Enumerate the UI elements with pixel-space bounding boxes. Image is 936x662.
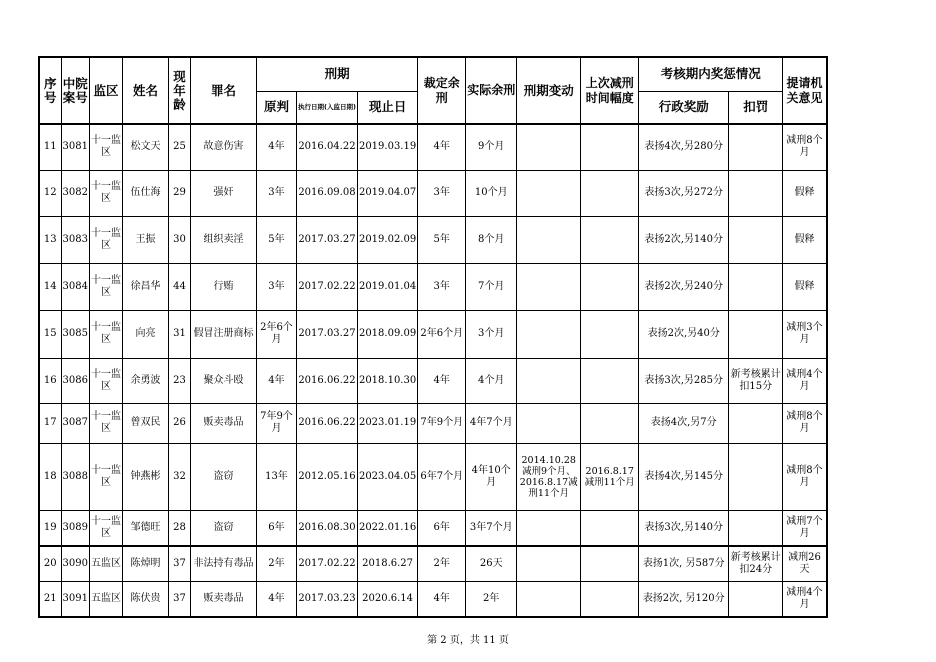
row-seq: 14 bbox=[39, 263, 61, 310]
row-original: 2年 bbox=[256, 546, 296, 581]
row-sentence-change bbox=[517, 310, 581, 358]
header-seq: 序号 bbox=[39, 57, 61, 124]
row-exec-date: 2017.03.27 bbox=[296, 310, 357, 358]
row-crime: 非法持有毒品 bbox=[190, 546, 256, 581]
row-area: 十一监区 bbox=[89, 216, 122, 263]
row-original: 7年9个月 bbox=[256, 403, 296, 443]
row-ruled-remain: 4年 bbox=[418, 124, 466, 170]
row-case-no: 3085 bbox=[61, 310, 89, 358]
row-case-no: 3086 bbox=[61, 358, 89, 403]
row-deduction bbox=[729, 581, 783, 617]
row-exec-date: 2016.09.08 bbox=[296, 170, 357, 216]
page-footer: 第 2 页，共 11 页 bbox=[427, 635, 509, 646]
header-deduction: 扣罚 bbox=[729, 91, 783, 124]
row-name: 伍仕海 bbox=[122, 170, 168, 216]
row-crime: 故意伤害 bbox=[190, 124, 256, 170]
table-row bbox=[39, 263, 827, 310]
header-area: 监区 bbox=[89, 57, 122, 124]
row-deduction bbox=[729, 443, 783, 510]
row-seq: 18 bbox=[39, 443, 61, 510]
row-area: 五监区 bbox=[89, 581, 122, 617]
table-row bbox=[39, 581, 827, 617]
row-original: 4年 bbox=[256, 581, 296, 617]
row-age: 25 bbox=[168, 124, 190, 170]
row-area: 十一监区 bbox=[89, 124, 122, 170]
row-last-reduction bbox=[581, 358, 639, 403]
table-row bbox=[39, 510, 827, 546]
row-opinion: 假释 bbox=[783, 263, 827, 310]
row-opinion: 减刑7个月 bbox=[783, 510, 827, 546]
row-crime: 组织卖淫 bbox=[190, 216, 256, 263]
row-last-reduction bbox=[581, 124, 639, 170]
row-opinion: 减刑8个月 bbox=[783, 124, 827, 170]
row-admin-award: 表扬4次,另280分 bbox=[639, 124, 729, 170]
row-deduction: 新考核累计扣24分 bbox=[729, 546, 783, 581]
row-opinion: 假释 bbox=[783, 216, 827, 263]
row-crime: 盗窃 bbox=[190, 443, 256, 510]
row-area: 十一监区 bbox=[89, 443, 122, 510]
header-opinion: 提请机关意见 bbox=[783, 57, 827, 124]
row-area: 十一监区 bbox=[89, 310, 122, 358]
row-original: 4年 bbox=[256, 124, 296, 170]
row-name: 松文天 bbox=[122, 124, 168, 170]
row-case-no: 3087 bbox=[61, 403, 89, 443]
row-end-date: 2023.01.19 bbox=[357, 403, 417, 443]
row-last-reduction bbox=[581, 546, 639, 581]
row-opinion: 减刑4个月 bbox=[783, 358, 827, 403]
row-area: 十一监区 bbox=[89, 263, 122, 310]
row-exec-date: 2017.03.23 bbox=[296, 581, 357, 617]
header-sentence-change: 刑期变动 bbox=[517, 57, 581, 124]
row-name: 余勇波 bbox=[122, 358, 168, 403]
row-last-reduction bbox=[581, 403, 639, 443]
row-opinion: 假释 bbox=[783, 170, 827, 216]
row-ruled-remain: 6年7个月 bbox=[418, 443, 466, 510]
row-actual-remain: 8个月 bbox=[466, 216, 517, 263]
row-original: 3年 bbox=[256, 263, 296, 310]
row-actual-remain: 4个月 bbox=[466, 358, 517, 403]
row-opinion: 减刑4个月 bbox=[783, 581, 827, 617]
row-end-date: 2022.01.16 bbox=[357, 510, 417, 546]
table-row bbox=[39, 403, 827, 443]
table-row bbox=[39, 443, 827, 510]
header-name: 姓名 bbox=[122, 57, 168, 124]
row-seq: 16 bbox=[39, 358, 61, 403]
row-ruled-remain: 5年 bbox=[418, 216, 466, 263]
row-area: 十一监区 bbox=[89, 510, 122, 546]
table-row bbox=[39, 216, 827, 263]
row-sentence-change bbox=[517, 358, 581, 403]
row-age: 29 bbox=[168, 170, 190, 216]
row-sentence-change bbox=[517, 510, 581, 546]
row-actual-remain: 4年10个月 bbox=[466, 443, 517, 510]
row-name: 曾双民 bbox=[122, 403, 168, 443]
row-age: 32 bbox=[168, 443, 190, 510]
header-sentence: 刑期 bbox=[256, 57, 417, 91]
row-sentence-change bbox=[517, 403, 581, 443]
row-exec-date: 2016.06.22 bbox=[296, 358, 357, 403]
row-admin-award: 表扬4次,另7分 bbox=[639, 403, 729, 443]
row-end-date: 2018.09.09 bbox=[357, 310, 417, 358]
row-crime: 假冒注册商标 bbox=[190, 310, 256, 358]
row-crime: 贩卖毒品 bbox=[190, 581, 256, 617]
row-ruled-remain: 3年 bbox=[418, 263, 466, 310]
row-exec-date: 2016.08.30 bbox=[296, 510, 357, 546]
row-deduction bbox=[729, 124, 783, 170]
table-row bbox=[39, 546, 827, 581]
row-admin-award: 表扬2次, 另120分 bbox=[639, 581, 729, 617]
row-deduction bbox=[729, 170, 783, 216]
row-age: 44 bbox=[168, 263, 190, 310]
row-name: 邹德旺 bbox=[122, 510, 168, 546]
row-admin-award: 表扬3次,另140分 bbox=[639, 510, 729, 546]
row-deduction bbox=[729, 510, 783, 546]
row-actual-remain: 10个月 bbox=[466, 170, 517, 216]
row-crime: 贩卖毒品 bbox=[190, 403, 256, 443]
row-seq: 15 bbox=[39, 310, 61, 358]
row-case-no: 3088 bbox=[61, 443, 89, 510]
row-deduction bbox=[729, 310, 783, 358]
row-sentence-change bbox=[517, 124, 581, 170]
row-crime: 聚众斗殴 bbox=[190, 358, 256, 403]
row-ruled-remain: 2年6个月 bbox=[418, 310, 466, 358]
row-age: 28 bbox=[168, 510, 190, 546]
row-seq: 13 bbox=[39, 216, 61, 263]
row-admin-award: 表扬2次,另240分 bbox=[639, 263, 729, 310]
row-admin-award: 表扬3次,另272分 bbox=[639, 170, 729, 216]
header-crime: 罪名 bbox=[190, 57, 256, 124]
row-case-no: 3084 bbox=[61, 263, 89, 310]
row-case-no: 3090 bbox=[61, 546, 89, 581]
row-seq: 19 bbox=[39, 510, 61, 546]
row-original: 13年 bbox=[256, 443, 296, 510]
row-area: 十一监区 bbox=[89, 403, 122, 443]
row-sentence-change bbox=[517, 170, 581, 216]
row-crime: 行贿 bbox=[190, 263, 256, 310]
row-case-no: 3083 bbox=[61, 216, 89, 263]
row-seq: 11 bbox=[39, 124, 61, 170]
header-age: 现年龄 bbox=[168, 57, 190, 124]
row-exec-date: 2016.06.22 bbox=[296, 403, 357, 443]
row-exec-date: 2017.02.22 bbox=[296, 263, 357, 310]
row-area: 五监区 bbox=[89, 546, 122, 581]
row-last-reduction bbox=[581, 510, 639, 546]
row-admin-award: 表扬2次,另40分 bbox=[639, 310, 729, 358]
header-actual-remain: 实际余刑 bbox=[466, 57, 517, 124]
row-name: 向亮 bbox=[122, 310, 168, 358]
row-end-date: 2019.01.04 bbox=[357, 263, 417, 310]
row-exec-date: 2017.03.27 bbox=[296, 216, 357, 263]
row-last-reduction bbox=[581, 310, 639, 358]
header-admin-award: 行政奖励 bbox=[639, 91, 729, 124]
header-last-reduction: 上次减刑时间幅度 bbox=[581, 57, 639, 124]
row-age: 26 bbox=[168, 403, 190, 443]
row-ruled-remain: 4年 bbox=[418, 358, 466, 403]
row-exec-date: 2016.04.22 bbox=[296, 124, 357, 170]
row-name: 王振 bbox=[122, 216, 168, 263]
row-area: 十一监区 bbox=[89, 170, 122, 216]
row-ruled-remain: 2年 bbox=[418, 546, 466, 581]
row-name: 陈焯明 bbox=[122, 546, 168, 581]
row-end-date: 2020.6.14 bbox=[357, 581, 417, 617]
row-end-date: 2019.03.19 bbox=[357, 124, 417, 170]
row-seq: 17 bbox=[39, 403, 61, 443]
row-exec-date: 2017.02.22 bbox=[296, 546, 357, 581]
row-sentence-change bbox=[517, 546, 581, 581]
row-last-reduction bbox=[581, 581, 639, 617]
row-original: 3年 bbox=[256, 170, 296, 216]
row-sentence-change bbox=[517, 216, 581, 263]
row-area: 十一监区 bbox=[89, 358, 122, 403]
prisoner-table bbox=[38, 56, 828, 618]
header-ruled-remain: 裁定余刑 bbox=[418, 57, 466, 124]
row-case-no: 3082 bbox=[61, 170, 89, 216]
row-ruled-remain: 4年 bbox=[418, 581, 466, 617]
row-original: 5年 bbox=[256, 216, 296, 263]
row-case-no: 3081 bbox=[61, 124, 89, 170]
row-end-date: 2019.02.09 bbox=[357, 216, 417, 263]
row-actual-remain: 3年7个月 bbox=[466, 510, 517, 546]
row-actual-remain: 26天 bbox=[466, 546, 517, 581]
row-admin-award: 表扬3次,另285分 bbox=[639, 358, 729, 403]
row-crime: 盗窃 bbox=[190, 510, 256, 546]
row-ruled-remain: 7年9个月 bbox=[418, 403, 466, 443]
row-ruled-remain: 6年 bbox=[418, 510, 466, 546]
table-row bbox=[39, 310, 827, 358]
row-deduction bbox=[729, 263, 783, 310]
row-last-reduction: 2016.8.17减刑11个月 bbox=[581, 443, 639, 510]
row-sentence-change: 2014.10.28减刑9个月、2016.8.17减刑11个月 bbox=[517, 443, 581, 510]
row-seq: 12 bbox=[39, 170, 61, 216]
row-last-reduction bbox=[581, 170, 639, 216]
row-age: 37 bbox=[168, 546, 190, 581]
row-case-no: 3091 bbox=[61, 581, 89, 617]
row-age: 37 bbox=[168, 581, 190, 617]
header-end-date: 现止日 bbox=[357, 91, 417, 124]
row-deduction bbox=[729, 403, 783, 443]
row-name: 陈伏贵 bbox=[122, 581, 168, 617]
row-sentence-change bbox=[517, 263, 581, 310]
row-ruled-remain: 3年 bbox=[418, 170, 466, 216]
row-seq: 20 bbox=[39, 546, 61, 581]
row-seq: 21 bbox=[39, 581, 61, 617]
row-deduction: 新考核累计扣15分 bbox=[729, 358, 783, 403]
row-original: 6年 bbox=[256, 510, 296, 546]
table-row bbox=[39, 358, 827, 403]
row-opinion: 减刑26天 bbox=[783, 546, 827, 581]
row-admin-award: 表扬1次, 另587分 bbox=[639, 546, 729, 581]
row-opinion: 减刑8个月 bbox=[783, 443, 827, 510]
header-case-no: 中院案号 bbox=[61, 57, 89, 124]
header-original: 原判 bbox=[256, 91, 296, 124]
row-admin-award: 表扬4次,另145分 bbox=[639, 443, 729, 510]
row-end-date: 2019.04.07 bbox=[357, 170, 417, 216]
table-row bbox=[39, 170, 827, 216]
row-actual-remain: 9个月 bbox=[466, 124, 517, 170]
row-original: 4年 bbox=[256, 358, 296, 403]
row-last-reduction bbox=[581, 216, 639, 263]
row-age: 30 bbox=[168, 216, 190, 263]
row-opinion: 减刑3个月 bbox=[783, 310, 827, 358]
row-admin-award: 表扬2次,另140分 bbox=[639, 216, 729, 263]
row-opinion: 减刑8个月 bbox=[783, 403, 827, 443]
row-name: 徐昌华 bbox=[122, 263, 168, 310]
row-age: 23 bbox=[168, 358, 190, 403]
row-last-reduction bbox=[581, 263, 639, 310]
row-end-date: 2018.6.27 bbox=[357, 546, 417, 581]
header-rewards: 考核期内奖惩情况 bbox=[639, 57, 783, 91]
row-end-date: 2023.04.05 bbox=[357, 443, 417, 510]
row-actual-remain: 4年7个月 bbox=[466, 403, 517, 443]
row-actual-remain: 3个月 bbox=[466, 310, 517, 358]
row-exec-date: 2012.05.16 bbox=[296, 443, 357, 510]
row-actual-remain: 2年 bbox=[466, 581, 517, 617]
row-age: 31 bbox=[168, 310, 190, 358]
row-sentence-change bbox=[517, 581, 581, 617]
row-original: 2年6个月 bbox=[256, 310, 296, 358]
row-actual-remain: 7个月 bbox=[466, 263, 517, 310]
row-end-date: 2018.10.30 bbox=[357, 358, 417, 403]
table-row bbox=[39, 124, 827, 170]
header-exec-date: 执行日期(入监日期) bbox=[296, 91, 357, 124]
row-case-no: 3089 bbox=[61, 510, 89, 546]
row-crime: 强奸 bbox=[190, 170, 256, 216]
row-name: 钟燕彬 bbox=[122, 443, 168, 510]
row-deduction bbox=[729, 216, 783, 263]
